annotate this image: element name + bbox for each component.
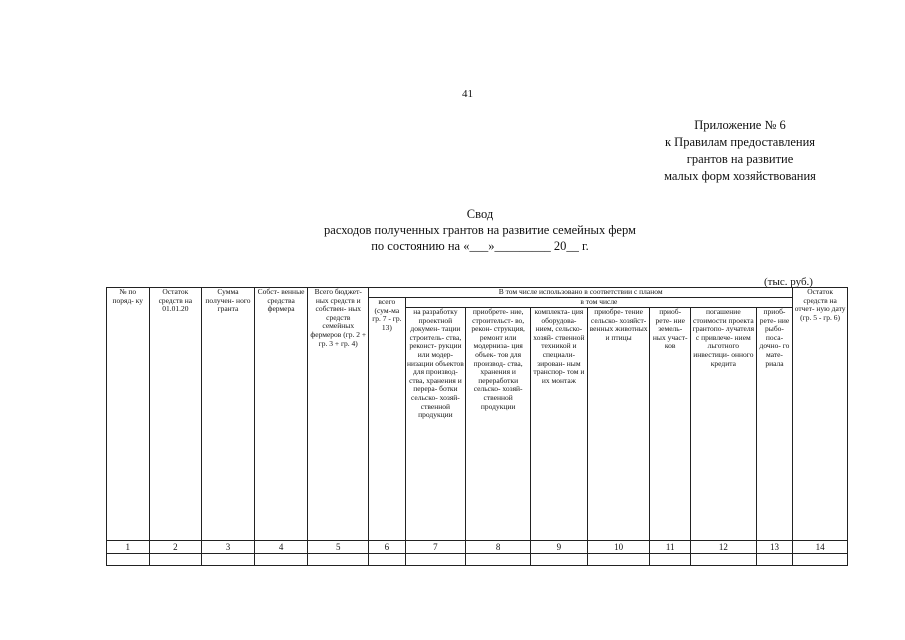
column-number: 9 [531,541,588,554]
empty-cell [107,554,150,566]
empty-cell [756,554,792,566]
column-number: 4 [254,541,308,554]
group-header-cell: В том числе использовано в соответствии с планом [369,288,793,298]
appendix-line-2: к Правилам предоставления [664,135,816,149]
empty-cell [202,554,255,566]
column-number: 11 [650,541,690,554]
empty-cell [531,554,588,566]
header-cell-10: приобре- тение сельско- хозяйст- венных животных и птицы [587,308,650,541]
header-cell-2: Остаток средств на 01.01.20 [149,288,202,541]
column-number: 3 [202,541,255,554]
header-cell-5: Всего бюджет- ных средств и собствен- ных средств семейных фермеров (гр. 2 + гр. 3 + гр. 4) [308,288,369,541]
column-number: 2 [149,541,202,554]
empty-cell [405,554,466,566]
empty-cell [587,554,650,566]
empty-cell [149,554,202,566]
header-cell-7: на разработку проектной докумен- тации строитель- ства, реконст- рукции или модер- низации объектов для производ- ства, хранения и перера- ботки сельско- хозяй- ственной продукции [405,308,466,541]
column-number: 13 [756,541,792,554]
column-number: 12 [690,541,756,554]
title-line-1: Свод [466,207,494,221]
header-cell-14: Остаток средств на отчет- ную дату (гр. 5 - гр. 6) [793,288,848,541]
column-number: 7 [405,541,466,554]
empty-cell [650,554,690,566]
subgroup-header-cell: в том числе [405,298,793,308]
empty-data-row [107,554,848,566]
header-cell-6: всего (сум-ма гр. 7 - гр. 13) [369,298,405,541]
header-cell-11: приоб- рете- ние земель- ных участ- ков [650,308,690,541]
title-line-2: расходов полученных грантов на развитие семейных ферм [324,223,636,237]
header-cell-3: Сумма получен- ного гранта [202,288,255,541]
empty-cell [466,554,531,566]
column-number: 10 [587,541,650,554]
title-line-3: по состоянию на «___»_________ 20__ г. [371,239,589,253]
appendix-line-4: малых форм хозяйствования [664,169,816,183]
column-number: 1 [107,541,150,554]
empty-cell [369,554,405,566]
header-cell-1: № по поряд- ку [107,288,150,541]
units-label: (тыс. руб.) [764,276,813,288]
document-title [230,206,730,254]
column-number: 6 [369,541,405,554]
table-header-row [107,288,848,298]
column-number: 8 [466,541,531,554]
header-cell-12: погашение стоимости проекта грантопо- лучателя с привлече- нием льготного инвестици- онного кредита [690,308,756,541]
appendix-line-1: Приложение № 6 [694,118,786,132]
empty-cell [793,554,848,566]
page-number: 41 [462,88,473,100]
empty-cell [254,554,308,566]
header-cell-8: приобрете- ние, строительст- во, рекон- струкция, ремонт или модерниза- ция объек- тов для производ- ства, хранения и переработки сельско- хозяй- ственной продукции [466,308,531,541]
column-number: 5 [308,541,369,554]
column-number-row [107,541,848,554]
empty-cell [690,554,756,566]
header-cell-9: комплекта- ция оборудова- нием, сельско- хозяй- ственной техникой и специали- зирован- ным транспор- том и их монтаж [531,308,588,541]
empty-cell [308,554,369,566]
appendix-heading [600,117,880,185]
summary-table [106,287,848,566]
appendix-line-3: грантов на развитие [686,152,794,166]
header-cell-4: Собст- венные средства фермера [254,288,308,541]
header-cell-13: приоб- рете- ние рыбо- поса- дочно- го мате- риала [756,308,792,541]
column-number: 14 [793,541,848,554]
